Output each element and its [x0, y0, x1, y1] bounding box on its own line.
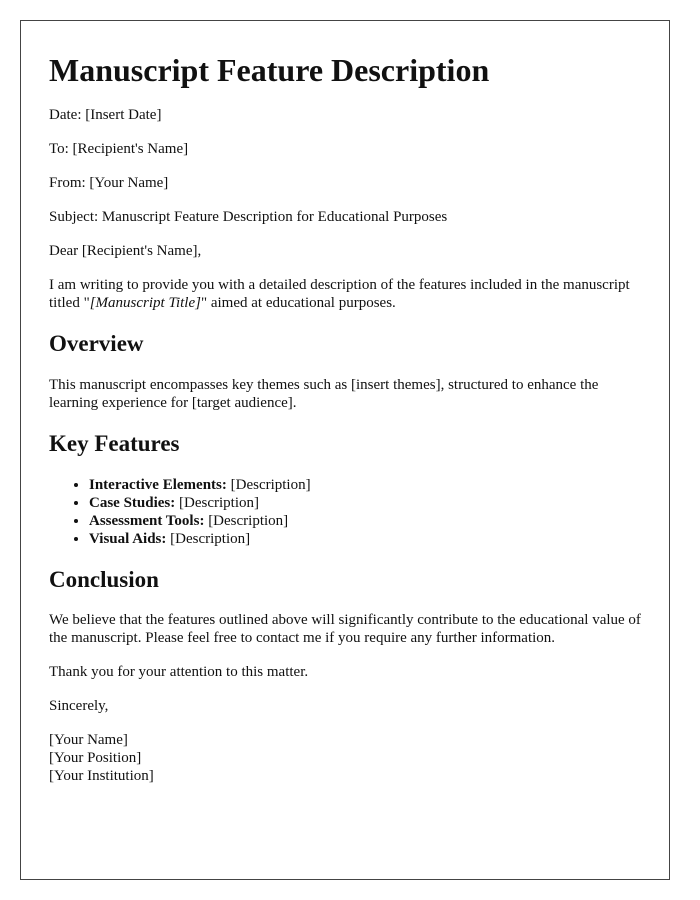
key-features-list [49, 476, 649, 548]
feature-value: [Description] [226, 476, 311, 493]
signature-block [49, 731, 649, 785]
document-title: Manuscript Feature Description [49, 52, 490, 88]
closing-line: Sincerely, [49, 698, 109, 715]
feature-label: Case Studies: [89, 494, 176, 511]
thanks-line: Thank you for your attention to this matter. [49, 664, 309, 681]
list-item [89, 476, 649, 494]
feature-label: Interactive Elements: [89, 476, 227, 493]
salutation: Dear [Recipient's Name], [49, 243, 202, 260]
intro-paragraph [49, 276, 649, 312]
date-line: Date: [Insert Date] [49, 107, 162, 124]
list-item [89, 530, 649, 548]
feature-label: Assessment Tools: [89, 512, 205, 529]
feature-value: [Description] [204, 512, 289, 529]
feature-value: [Description] [175, 494, 259, 511]
signature-position: [Your Position] [49, 750, 142, 767]
to-line: To: [Recipient's Name] [49, 141, 189, 158]
overview-heading: Overview [49, 331, 144, 357]
list-item [89, 512, 649, 530]
overview-paragraph: This manuscript encompasses key themes such as [insert themes], structured to enhance the learning experience for [target audience]. [49, 376, 599, 411]
signature-name: [Your Name] [49, 732, 128, 749]
manuscript-title-placeholder: [Manuscript Title] [89, 295, 201, 312]
conclusion-heading: Conclusion [49, 566, 159, 592]
intro-text-before: I am writing to provide you with a detailed description of the features included in the manuscript titled " [49, 277, 630, 312]
signature-institution: [Your Institution] [49, 768, 154, 785]
conclusion-paragraph: We believe that the features outlined above will significantly contribute to the educational value of the manuscript. Please feel free to contact me if you require any further information. [49, 612, 641, 647]
list-item [89, 494, 649, 512]
intro-text-after: " aimed at educational purposes. [200, 295, 396, 312]
key-features-heading: Key Features [49, 430, 180, 456]
from-line: From: [Your Name] [49, 175, 169, 192]
feature-label: Visual Aids: [89, 530, 167, 547]
letter-page [20, 20, 670, 880]
subject-line: Subject: Manuscript Feature Description for Educational Purposes [49, 209, 448, 226]
feature-value: [Description] [166, 530, 251, 547]
